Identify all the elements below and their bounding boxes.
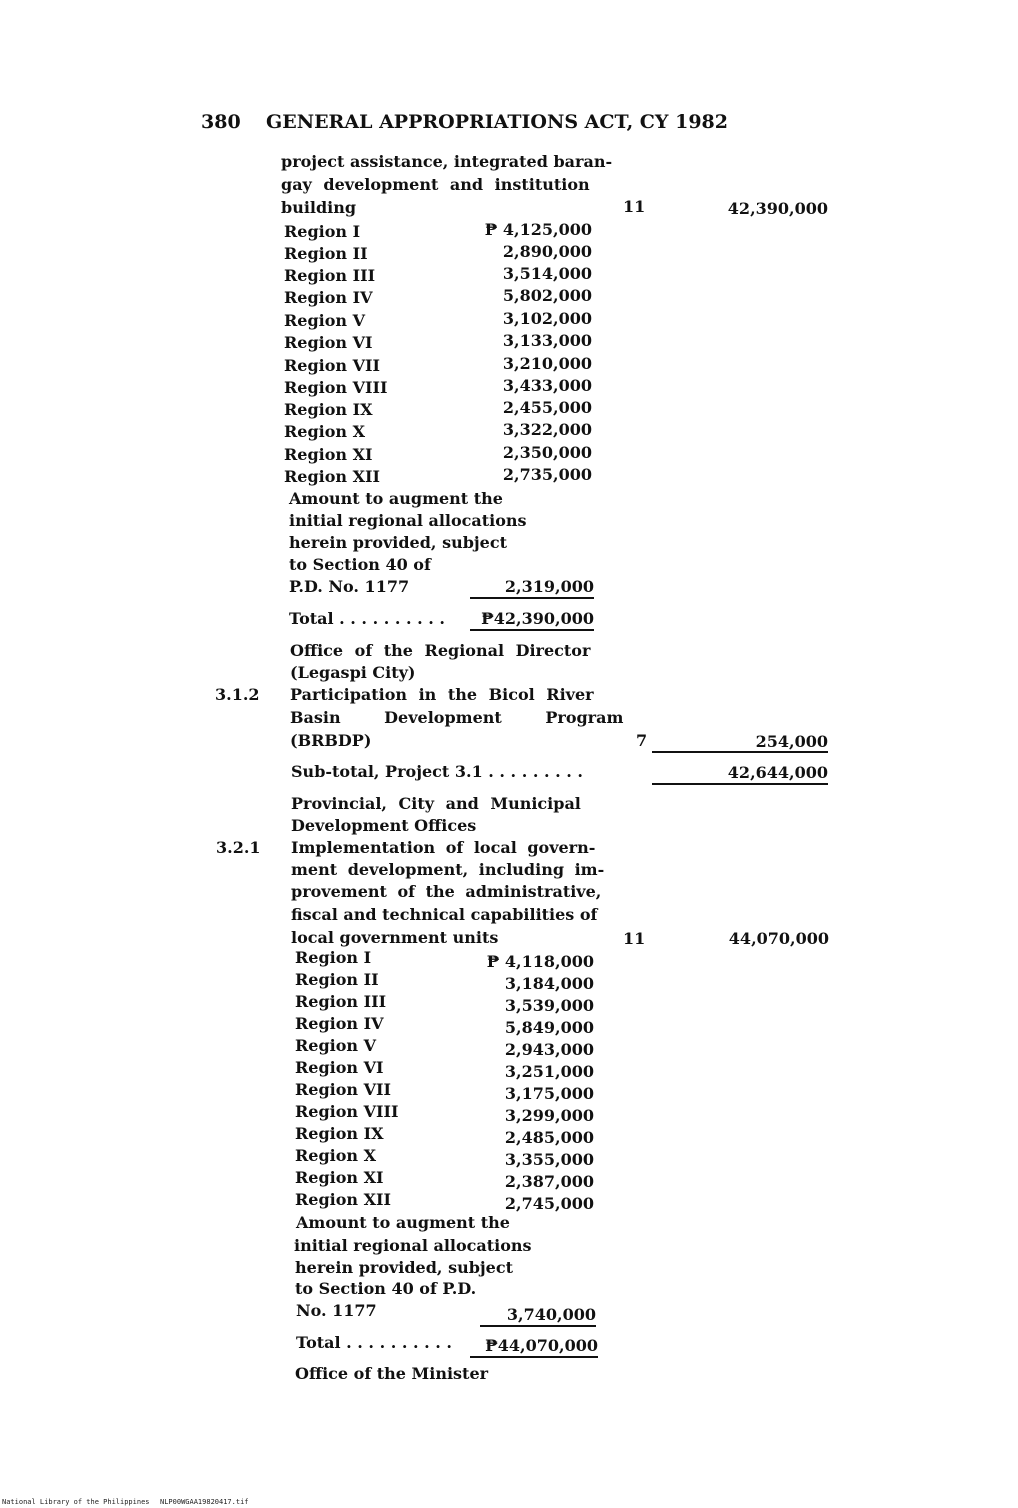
item-321-augment-amount: 3,740,000 <box>480 1305 596 1327</box>
region-name: Region I <box>284 222 361 241</box>
region-name: Region IX <box>284 400 373 419</box>
region-amount: 3,514,000 <box>502 264 592 283</box>
block1-amount: 42,390,000 <box>727 199 828 218</box>
region-amount: 3,184,000 <box>504 974 594 993</box>
provincial-office-line-2: Development Offices <box>291 816 477 835</box>
item-312-desc-line-2: Basin Development Program <box>290 708 624 727</box>
item-321-total-label: Total . . . . . . . . . . <box>296 1333 452 1352</box>
item-321-augment-line-2: initial regional allocations <box>294 1236 532 1255</box>
item-312-code: 3.1.2 <box>215 685 260 704</box>
subtotal-label: Sub-total, Project 3.1 . . . . . . . . . <box>291 762 583 781</box>
region-name: Region XI <box>295 1168 384 1187</box>
item-312-desc-line-1: Participation in the Bicol River <box>290 685 594 704</box>
region-name: Region IX <box>295 1124 384 1143</box>
footer-library: National Library of the Philippines <box>2 1498 150 1506</box>
item-312-desc-line-3: (BRBDP) <box>290 731 372 750</box>
item-321-augment-line-4: to Section 40 of P.D. <box>295 1279 477 1298</box>
region-amount: 3,175,000 <box>504 1084 594 1103</box>
block1-total-label: Total . . . . . . . . . . <box>289 609 445 628</box>
item-321-amount: 44,070,000 <box>728 929 829 948</box>
block1-desc-line-2: gay development and institution <box>281 175 590 194</box>
item-312-count: 7 <box>636 731 648 750</box>
region-name: Region VIII <box>284 378 388 397</box>
office-minister: Office of the Minister <box>295 1364 489 1383</box>
region-name: Region VI <box>295 1058 384 1077</box>
region-amount: 3,322,000 <box>502 420 592 439</box>
item-321-desc-line-4: fiscal and technical capabilities of <box>291 905 598 924</box>
office-legaspi-city: (Legaspi City) <box>290 663 416 682</box>
block1-augment-line-2: initial regional allocations <box>289 511 527 530</box>
region-amount: 2,735,000 <box>502 465 592 484</box>
page-number: 380 <box>201 111 241 133</box>
block1-augment-line-1: Amount to augment the <box>289 489 503 508</box>
item-321-augment-line-3: herein provided, subject <box>295 1258 513 1277</box>
block1-total-amount: ₱42,390,000 <box>470 609 594 631</box>
region-name: Region XII <box>284 467 380 486</box>
subtotal-amount: 42,644,000 <box>652 763 828 785</box>
item-321-count: 11 <box>623 929 646 948</box>
item-321-desc-line-3: provement of the administrative, <box>291 882 602 901</box>
block1-augment-amount: 2,319,000 <box>470 577 594 599</box>
region-name: Region II <box>295 970 379 989</box>
region-name: Region III <box>284 266 376 285</box>
region-name: Region VI <box>284 333 373 352</box>
region-name: Region V <box>284 311 366 330</box>
region-amount: 3,299,000 <box>504 1106 594 1125</box>
region-amount: 2,455,000 <box>502 398 592 417</box>
region-name: Region IV <box>295 1014 384 1033</box>
region-amount: 3,102,000 <box>502 309 592 328</box>
block1-desc-line-1: project assistance, integrated baran- <box>281 152 613 171</box>
footer-file: NLP00WGAA19820417.tif <box>160 1498 249 1506</box>
region-name: Region XII <box>295 1190 391 1209</box>
region-amount: 2,350,000 <box>502 443 592 462</box>
region-amount: 2,943,000 <box>504 1040 594 1059</box>
item-321-total-amount: ₱44,070,000 <box>470 1336 598 1358</box>
region-amount: ₱ 4,118,000 <box>486 952 594 971</box>
region-amount: 3,251,000 <box>504 1062 594 1081</box>
provincial-office-line-1: Provincial, City and Municipal <box>291 794 581 813</box>
block1-desc-line-3: building <box>281 198 357 217</box>
block1-augment-line-4: to Section 40 of <box>289 555 431 574</box>
block1-count: 11 <box>623 197 646 216</box>
item-312-amount: 254,000 <box>755 732 828 751</box>
region-amount: 3,355,000 <box>504 1150 594 1169</box>
block1-augment-line-3: herein provided, subject <box>289 533 507 552</box>
region-amount: 5,802,000 <box>502 286 592 305</box>
region-name: Region V <box>295 1036 377 1055</box>
item-321-desc-line-2: ment development, including im- <box>291 860 605 879</box>
region-name: Region X <box>284 422 366 441</box>
region-name: Region III <box>295 992 387 1011</box>
block1-augment-line-5: P.D. No. 1177 <box>289 577 410 596</box>
region-amount: 2,890,000 <box>502 242 592 261</box>
region-amount: ₱ 4,125,000 <box>484 220 592 239</box>
region-name: Region I <box>295 948 372 967</box>
item-321-desc-line-5: local government units <box>291 928 499 947</box>
item-312-rule <box>652 751 828 753</box>
region-name: Region VII <box>295 1080 391 1099</box>
region-name: Region II <box>284 244 368 263</box>
region-amount: 5,849,000 <box>504 1018 594 1037</box>
item-321-desc-line-1: Implementation of local govern- <box>291 838 596 857</box>
item-321-code: 3.2.1 <box>216 838 261 857</box>
page-title: GENERAL APPROPRIATIONS ACT, CY 1982 <box>266 111 728 133</box>
region-name: Region IV <box>284 288 373 307</box>
region-amount: 3,133,000 <box>502 331 592 350</box>
region-amount: 2,387,000 <box>504 1172 594 1191</box>
region-amount: 3,210,000 <box>502 354 592 373</box>
region-amount: 3,539,000 <box>504 996 594 1015</box>
region-name: Region X <box>295 1146 377 1165</box>
region-amount: 3,433,000 <box>502 376 592 395</box>
region-name: Region VII <box>284 356 380 375</box>
office-regional-director: Office of the Regional Director <box>290 641 591 660</box>
item-321-augment-line-1: Amount to augment the <box>296 1213 510 1232</box>
region-amount: 2,485,000 <box>504 1128 594 1147</box>
region-amount: 2,745,000 <box>504 1194 594 1213</box>
region-name: Region XI <box>284 445 373 464</box>
region-name: Region VIII <box>295 1102 399 1121</box>
item-321-augment-line-5: No. 1177 <box>296 1301 377 1320</box>
